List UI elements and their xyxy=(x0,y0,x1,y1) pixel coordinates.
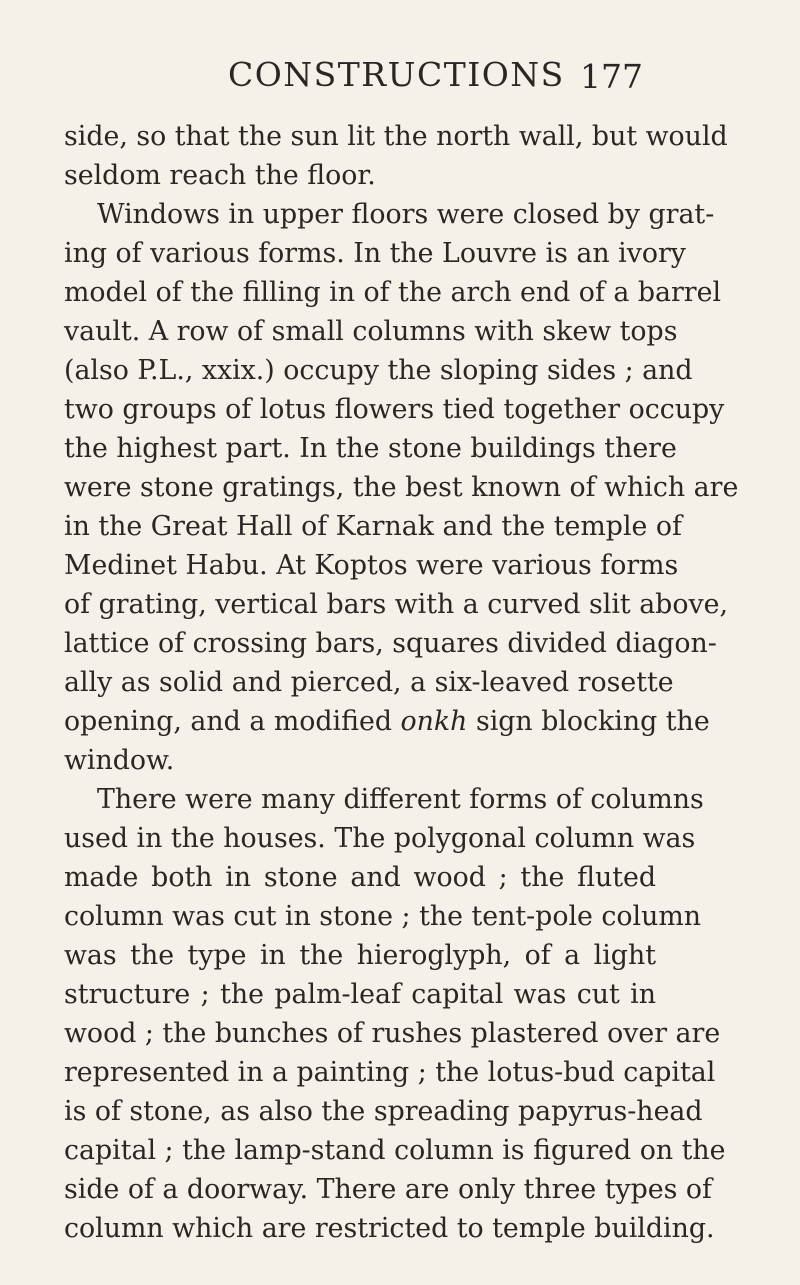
text-line: of grating, vertical bars with a curved slit above, xyxy=(64,589,728,620)
text-line: window. xyxy=(64,745,175,776)
text-line: model of the filling in of the arch end of a barrel xyxy=(64,277,722,308)
text-line: ing of various forms. In the Louvre is an ivory xyxy=(64,238,686,269)
body-text xyxy=(64,117,739,1248)
italic-term: onkh xyxy=(400,706,468,737)
text-line: two groups of lotus flowers tied together occupy xyxy=(64,394,725,425)
text-line: column was cut in stone ; the tent-pole column xyxy=(64,901,702,932)
paragraph-start-line: Windows in upper floors were closed by grat- xyxy=(97,199,715,230)
paragraph-start-line: There were many different forms of columns xyxy=(97,784,704,815)
text-line: made both in stone and wood ; the fluted xyxy=(64,862,656,893)
text-line: capital ; the lamp-stand column is figured on the xyxy=(64,1135,726,1166)
text-line: represented in a painting ; the lotus-bud capital xyxy=(64,1057,716,1088)
text-line: the highest part. In the stone buildings there xyxy=(64,433,677,464)
text-line: side, so that the sun lit the north wall, but would xyxy=(64,121,728,152)
text-line: used in the houses. The polygonal column was xyxy=(64,823,696,854)
text-line: column which are restricted to temple building. xyxy=(64,1213,715,1244)
text-line: (also P.L., xxix.) occupy the sloping sides ; and xyxy=(64,355,693,386)
page-number: 177 xyxy=(580,57,643,96)
text-line: lattice of crossing bars, squares divided diagon- xyxy=(64,628,717,659)
text-line-with-italic xyxy=(64,702,710,741)
text-line: seldom reach the floor. xyxy=(64,160,376,191)
running-title: CONSTRUCTIONS xyxy=(228,55,565,94)
text-line: wood ; the bunches of rushes plastered over are xyxy=(64,1018,721,1049)
text-line: in the Great Hall of Karnak and the temple of xyxy=(64,511,682,542)
text-line: were stone gratings, the best known of which are xyxy=(64,472,739,503)
text-line: ally as solid and pierced, a six-leaved rosette xyxy=(64,667,674,698)
text-line: is of stone, as also the spreading papyrus-head xyxy=(64,1096,703,1127)
text-line: side of a doorway. There are only three types of xyxy=(64,1174,712,1205)
text-line: was the type in the hieroglyph, of a light xyxy=(64,940,656,971)
running-header xyxy=(0,55,800,115)
text-segment: sign blocking the xyxy=(475,706,710,737)
text-line: structure ; the palm-leaf capital was cut in xyxy=(64,979,656,1010)
text-line: Medinet Habu. At Koptos were various forms xyxy=(64,550,679,581)
text-line: vault. A row of small columns with skew tops xyxy=(64,316,678,347)
text-segment: opening, and a modified xyxy=(64,706,392,737)
